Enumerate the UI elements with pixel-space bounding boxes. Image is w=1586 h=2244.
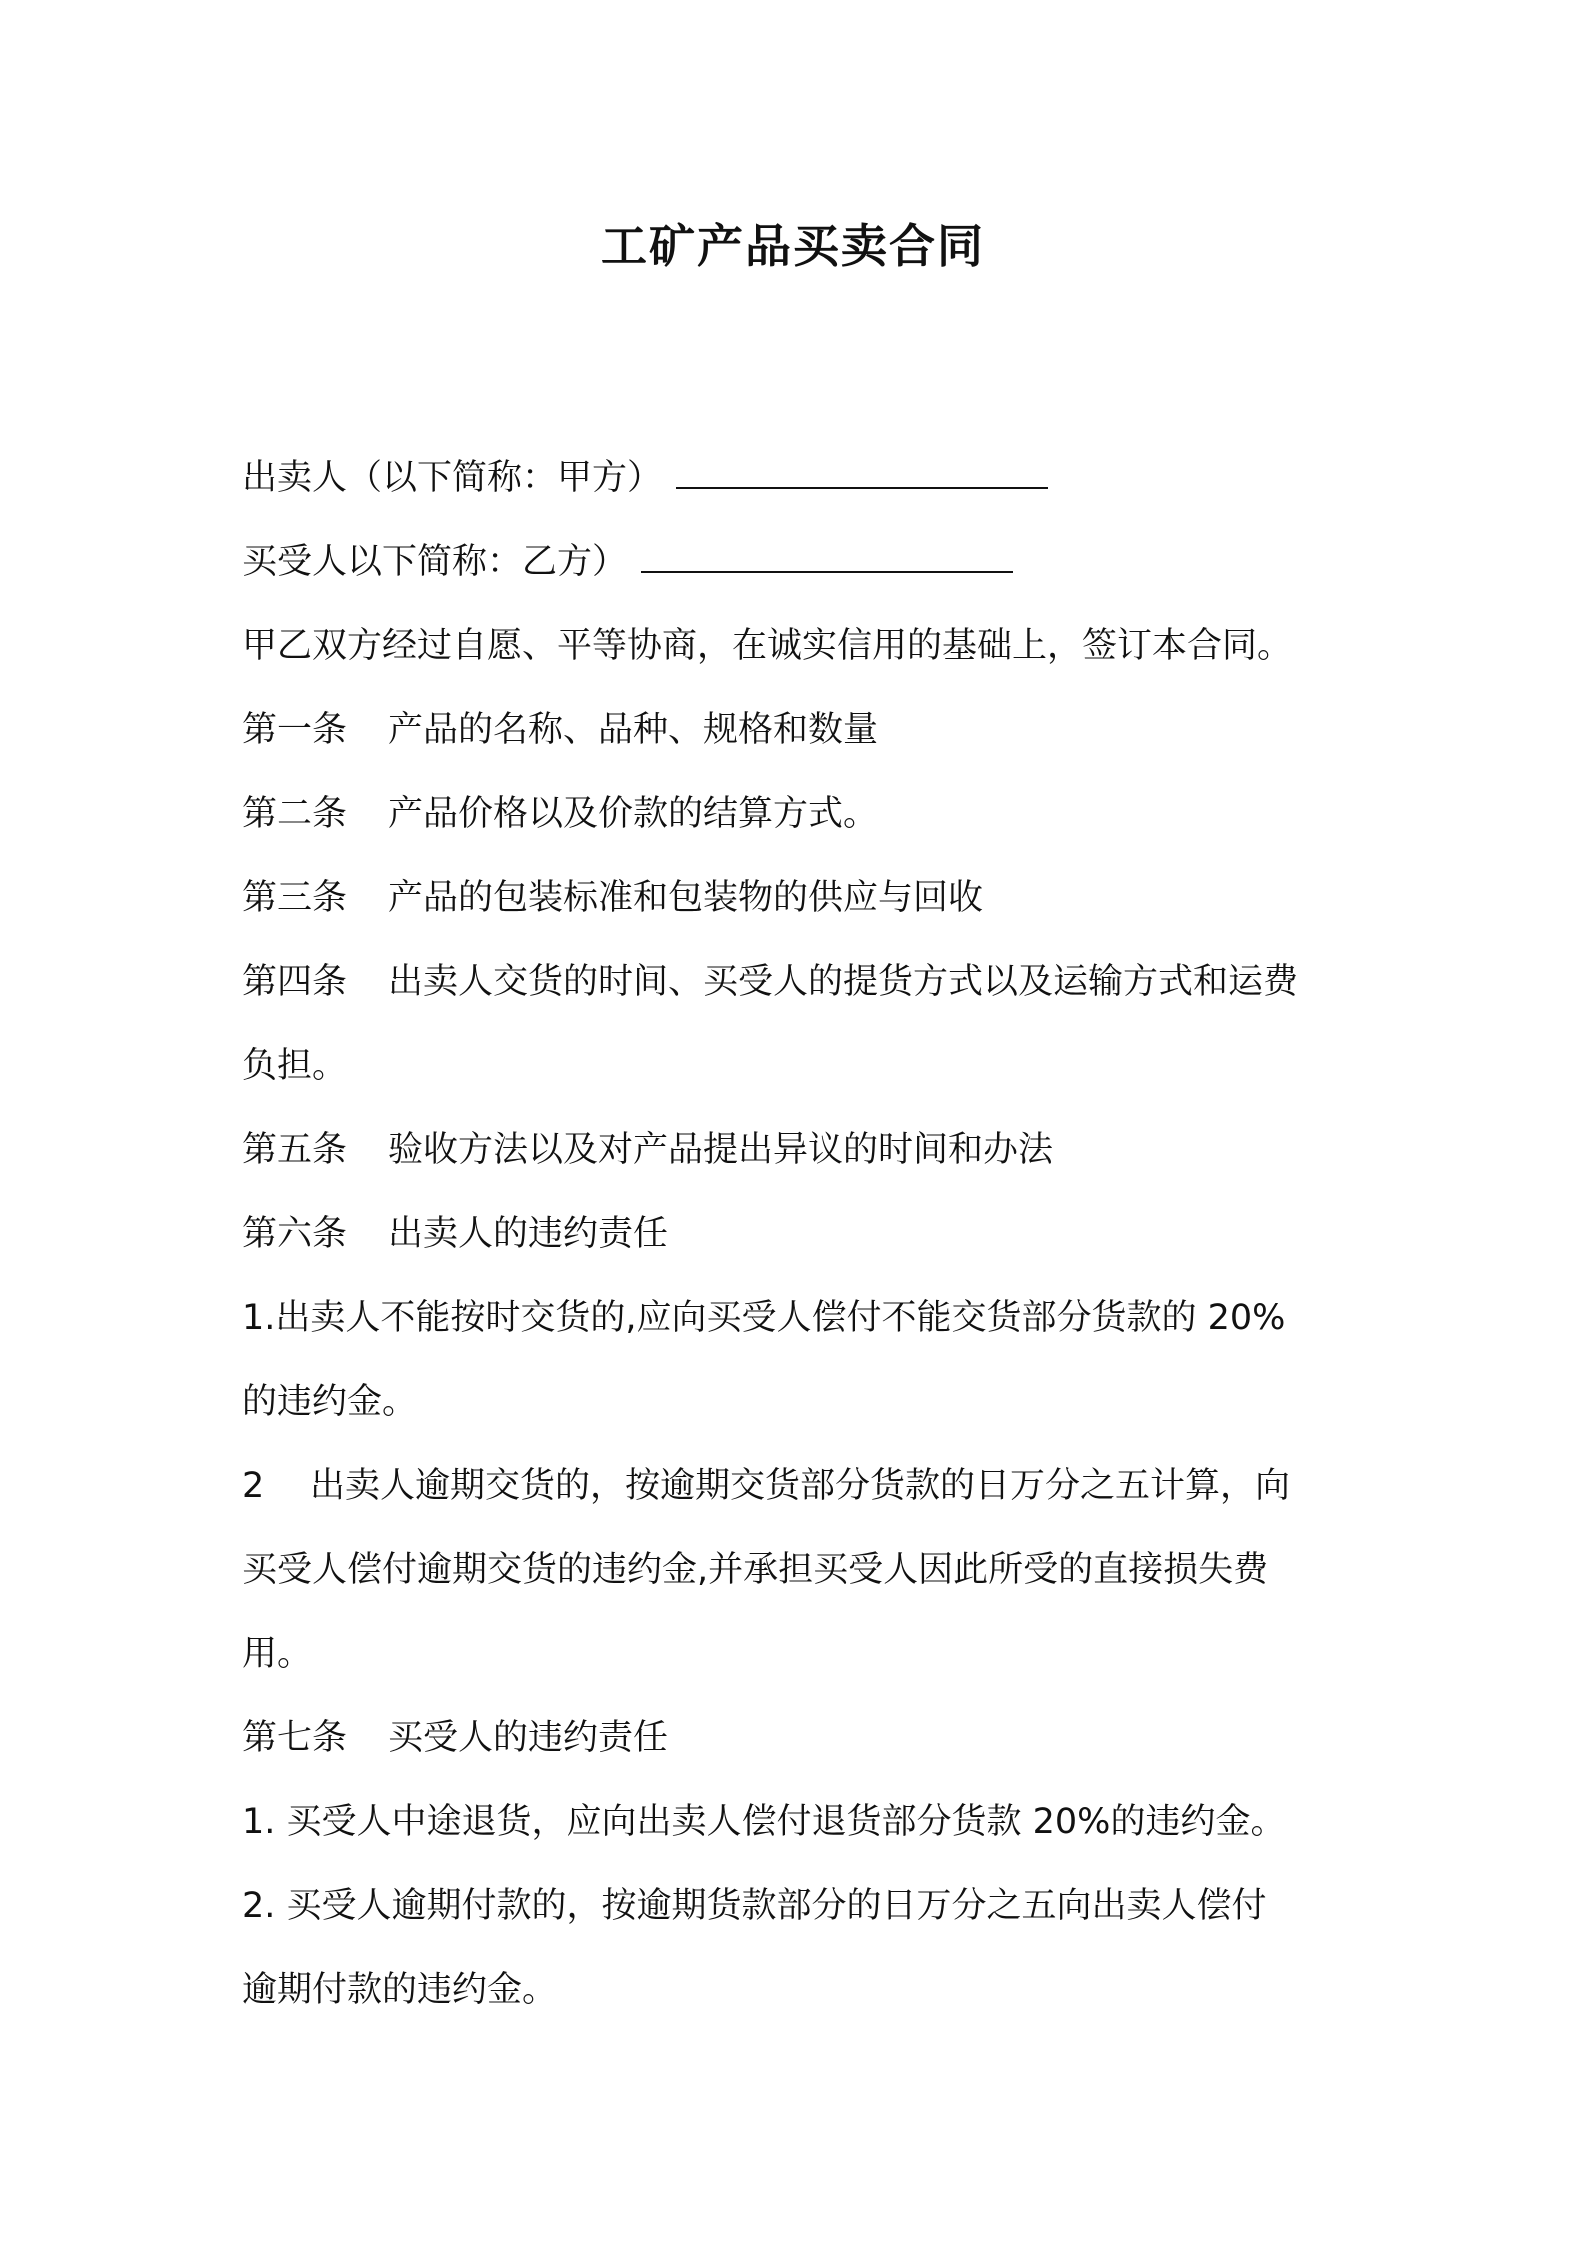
article-text: 产品价格以及价款的结算方式。 xyxy=(388,794,879,834)
article-5 xyxy=(242,1118,1352,1202)
article-number: 第四条 xyxy=(242,962,348,1002)
article-7 xyxy=(242,1706,1352,1790)
item-number: 2 xyxy=(242,1466,265,1506)
article-text: 产品的包装标准和包装物的供应与回收 xyxy=(388,878,984,918)
article-text: 买受人的违约责任 xyxy=(388,1718,669,1758)
article-number: 第一条 xyxy=(242,710,348,750)
article-text: 验收方法以及对产品提出异议的时间和办法 xyxy=(388,1130,1054,1170)
article-7-item-1: 1. 买受人中途退货，应向出卖人偿付退货部分货款 20%的违约金。 xyxy=(242,1802,1286,1842)
article-text: 出卖人交货的时间、买受人的提货方式以及运输方式和运费 xyxy=(388,962,1299,1002)
article-6-item-2-continued: 买受人偿付逾期交货的违约金,并承担买受人因此所受的直接损失费 xyxy=(242,1550,1269,1590)
buyer-label: 买受人以下简称：乙方） xyxy=(242,542,628,582)
seller-line xyxy=(242,446,1352,530)
document-body xyxy=(242,446,1352,2042)
intro-paragraph: 甲乙双方经过自愿、平等协商，在诚实信用的基础上，签订本合同。 xyxy=(242,626,1293,666)
seller-label: 出卖人（以下简称：甲方） xyxy=(242,458,663,498)
article-2 xyxy=(242,782,1352,866)
buyer-name-blank xyxy=(641,531,1013,573)
article-1 xyxy=(242,698,1352,782)
item-text: 出卖人逾期交货的，按逾期交货部分货款的日万分之五计算，向 xyxy=(310,1466,1291,1506)
article-6-item-1-continued: 的违约金。 xyxy=(242,1382,418,1422)
article-6 xyxy=(242,1202,1352,1286)
article-number: 第二条 xyxy=(242,794,348,834)
article-number: 第五条 xyxy=(242,1130,348,1170)
article-text: 产品的名称、品种、规格和数量 xyxy=(388,710,879,750)
article-6-item-1: 1.出卖人不能按时交货的,应向买受人偿付不能交货部分货款的 20% xyxy=(242,1298,1286,1338)
seller-name-blank xyxy=(676,447,1048,489)
article-7-item-2: 2. 买受人逾期付款的，按逾期货款部分的日万分之五向出卖人偿付 xyxy=(242,1886,1267,1926)
article-number: 第七条 xyxy=(242,1718,348,1758)
document-title: 工矿产品买卖合同 xyxy=(601,219,985,273)
article-4 xyxy=(242,950,1352,1034)
article-number: 第六条 xyxy=(242,1214,348,1254)
article-4-continued: 负担。 xyxy=(242,1046,348,1086)
buyer-line xyxy=(242,530,1352,614)
article-7-item-2-continued: 逾期付款的违约金。 xyxy=(242,1970,558,2010)
article-text: 出卖人的违约责任 xyxy=(388,1214,669,1254)
article-3 xyxy=(242,866,1352,950)
article-6-item-2-continued: 用。 xyxy=(242,1634,313,1674)
article-6-item-2 xyxy=(242,1454,1352,1538)
article-number: 第三条 xyxy=(242,878,348,918)
